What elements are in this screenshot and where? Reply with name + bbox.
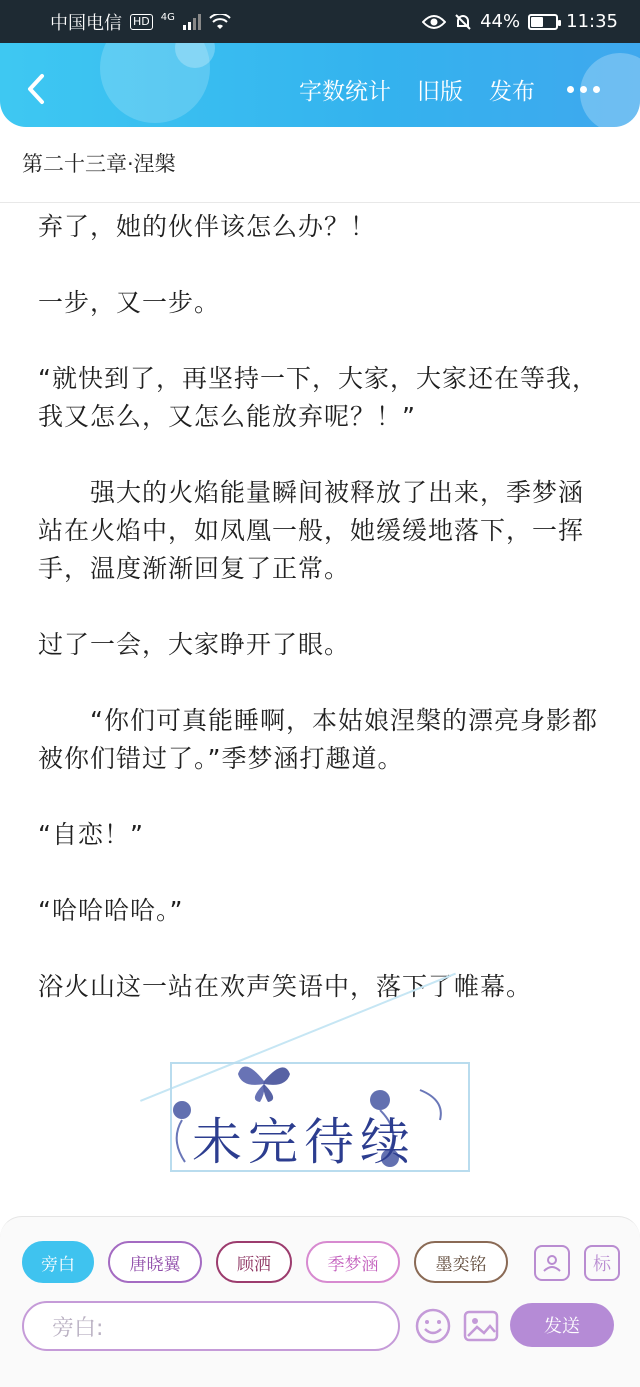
- divider: [0, 202, 640, 203]
- back-button[interactable]: [20, 71, 52, 107]
- person-card-icon[interactable]: [534, 1245, 570, 1281]
- character-selector: [22, 1241, 508, 1283]
- hd-badge: HD: [130, 14, 153, 30]
- send-button[interactable]: 发送: [510, 1303, 614, 1347]
- character-chip[interactable]: 墨奕铭: [414, 1241, 508, 1283]
- eye-icon: [422, 14, 446, 30]
- chevron-left-icon: [26, 73, 46, 105]
- story-paragraph: “哈哈哈哈。”: [38, 896, 184, 925]
- tag-icon[interactable]: [584, 1245, 620, 1281]
- tag-label: 标: [593, 1254, 611, 1275]
- character-chip[interactable]: 唐晓翼: [108, 1241, 202, 1283]
- battery-icon: [528, 14, 558, 30]
- old-version-button[interactable]: 旧版: [417, 79, 463, 105]
- story-paragraph: “你们可真能睡啊，本姑娘涅槃的漂亮身影都被你们错过了。”季梦涵打趣道。: [38, 706, 598, 773]
- network-type: 4G: [160, 12, 175, 23]
- story-paragraph: 浴火山这一站在欢声笑语中，落下了帷幕。: [38, 972, 533, 1001]
- word-count-button[interactable]: 字数统计: [299, 79, 391, 105]
- status-right: [422, 11, 618, 32]
- input-placeholder: 旁白:: [52, 1315, 104, 1341]
- butterfly-icon: [234, 1056, 294, 1106]
- story-paragraph: “就快到了，再坚持一下，大家，大家还在等我，我又怎么，又怎么能放弃呢？！”: [38, 364, 598, 431]
- mute-bell-icon: [454, 13, 472, 31]
- composer-panel: [0, 1216, 640, 1387]
- image-icon[interactable]: [462, 1307, 500, 1345]
- publish-button[interactable]: 发布: [489, 79, 535, 105]
- emoji-icon[interactable]: [414, 1307, 452, 1345]
- nav-actions: [299, 73, 600, 106]
- story-paragraph: 弃了，她的伙伴该怎么办？！: [38, 212, 377, 241]
- story-content: [38, 208, 608, 1044]
- chapter-title: 第二十三章·涅槃: [22, 152, 176, 176]
- character-chip[interactable]: 季梦涵: [306, 1241, 400, 1283]
- story-paragraph: 一步，又一步。: [38, 288, 221, 317]
- story-paragraph: 过了一会，大家睁开了眼。: [38, 630, 351, 659]
- more-options-icon[interactable]: [567, 86, 600, 93]
- battery-level: [531, 17, 542, 27]
- status-bar: [0, 0, 640, 43]
- top-nav-bar: [0, 43, 640, 127]
- message-input[interactable]: [22, 1301, 400, 1351]
- battery-percent: 44%: [480, 11, 521, 32]
- to-be-continued-image: [130, 1040, 510, 1190]
- wifi-icon: [209, 14, 231, 30]
- character-chip-narrator[interactable]: 旁白: [22, 1241, 94, 1283]
- story-paragraph: “自恋！”: [38, 820, 144, 849]
- status-left: [50, 9, 231, 35]
- carrier-name: 中国电信: [50, 12, 122, 34]
- to-be-continued-text: 未完待续: [192, 1113, 416, 1171]
- character-chip[interactable]: 顾洒: [216, 1241, 292, 1283]
- clock: 11:35: [566, 11, 618, 32]
- signal-icon: [183, 14, 201, 30]
- story-paragraph: 强大的火焰能量瞬间被释放了出来，季梦涵站在火焰中，如凤凰一般，她缓缓地落下，一挥手，温度渐渐回复了正常。: [38, 478, 585, 583]
